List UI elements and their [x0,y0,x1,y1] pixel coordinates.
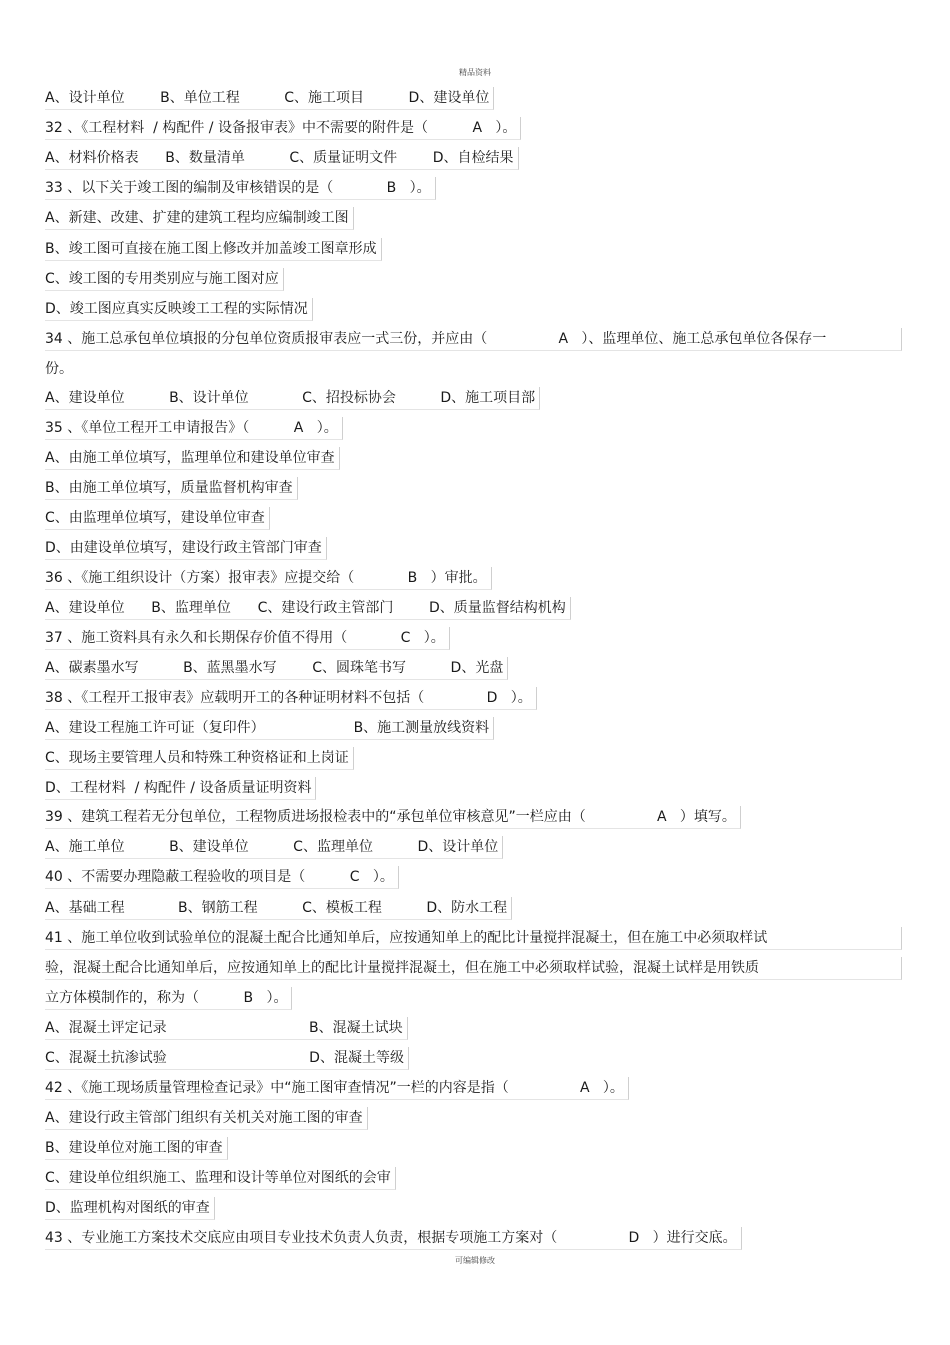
question-34-continued: 份。 [45,361,73,377]
question-32: 32 、《工程材料 / 构配件 / 设备报审表》中不需要的附件是（ A ）。 [45,117,521,140]
option-line: C、由监理单位填写，建设单位审查 [45,507,270,530]
option-line: A、碳素墨水写 B、蓝黑墨水写 C、圆珠笔书写 D、光盘 [45,657,508,680]
question-38: 38 、《工程开工报审表》应载明开工的各种证明材料不包括（ D ）。 [45,687,537,710]
option-line: A、设计单位 B、单位工程 C、施工项目 D、建设单位 [45,87,494,110]
page-header: 精品资料 [459,68,491,77]
question-36: 36 、《施工组织设计（方案）报审表》应提交给（ B ）审批。 [45,567,492,590]
option-line: A、新建、改建、扩建的建筑工程均应编制竣工图 [45,207,354,230]
page-footer: 可编辑修改 [455,1256,495,1265]
option-line: A、材料价格表 B、数量清单 C、质量证明文件 D、自检结果 [45,147,519,170]
question-43: 43 、专业施工方案技术交底应由项目专业技术负责人负责，根据专项施工方案对（ D ）进行交底。 [45,1227,742,1250]
question-40: 40 、不需要办理隐蔽工程验收的项目是（ C ）。 [45,866,399,889]
question-34: 34 、施工总承包单位填报的分包单位资质报审表应一式三份，并应由（ A ）、监理单位、施工总承包单位各保存一 [45,328,902,351]
option-line: A、建设单位 B、监理单位 C、建设行政主管部门 D、质量监督结构机构 [45,597,571,620]
question-42: 42 、《施工现场质量管理检查记录》中“施工图审查情况”一栏的内容是指（ A ）。 [45,1077,629,1100]
option-line: D、竣工图应真实反映竣工工程的实际情况 [45,298,313,321]
option-line: C、混凝土抗渗试验 D、混凝土等级 [45,1047,409,1070]
option-line: A、混凝土评定记录 B、混凝土试块 [45,1017,408,1040]
option-line: C、现场主要管理人员和特殊工种资格证和上岗证 [45,747,354,770]
option-line: A、建设单位 B、设计单位 C、招投标协会 D、施工项目部 [45,387,540,410]
question-37: 37 、施工资料具有永久和长期保存价值不得用（ C ）。 [45,627,450,650]
question-35: 35 、《单位工程开工申请报告》（ A ）。 [45,417,343,440]
option-line: A、建设行政主管部门组织有关机关对施工图的审查 [45,1107,368,1130]
option-line: D、工程材料 / 构配件 / 设备质量证明资料 [45,777,316,800]
option-line: A、施工单位 B、建设单位 C、监理单位 D、设计单位 [45,836,503,859]
option-line: B、由施工单位填写，质量监督机构审查 [45,477,298,500]
option-line: D、监理机构对图纸的审查 [45,1197,215,1220]
option-line: C、竣工图的专用类别应与施工图对应 [45,268,284,291]
question-41: 41 、施工单位收到试验单位的混凝土配合比通知单后，应按通知单上的配比计量搅拌混凝土，但在施工中必须取样试 [45,927,902,950]
question-33: 33 、以下关于竣工图的编制及审核错误的是（ B ）。 [45,177,436,200]
option-line: A、由施工单位填写，监理单位和建设单位审查 [45,447,340,470]
option-line: C、建设单位组织施工、监理和设计等单位对图纸的会审 [45,1167,396,1190]
option-line: B、建设单位对施工图的审查 [45,1137,228,1160]
option-line: D、由建设单位填写，建设行政主管部门审查 [45,537,327,560]
question-41-continued: 验，混凝土配合比通知单后，应按通知单上的配比计量搅拌混凝土，但在施工中必须取样试验，混凝土试样是用铁质 [45,957,902,980]
option-line: A、基础工程 B、钢筋工程 C、模板工程 D、防水工程 [45,897,512,920]
option-line: A、建设工程施工许可证（复印件） B、施工测量放线资料 [45,717,494,740]
option-line: B、竣工图可直接在施工图上修改并加盖竣工图章形成 [45,238,382,261]
question-39: 39 、建筑工程若无分包单位，工程物质进场报检表中的“承包单位审核意见”一栏应由（ A ）填写。 [45,806,741,829]
question-41-continued: 立方体模制作的，称为（ B ）。 [45,987,292,1010]
